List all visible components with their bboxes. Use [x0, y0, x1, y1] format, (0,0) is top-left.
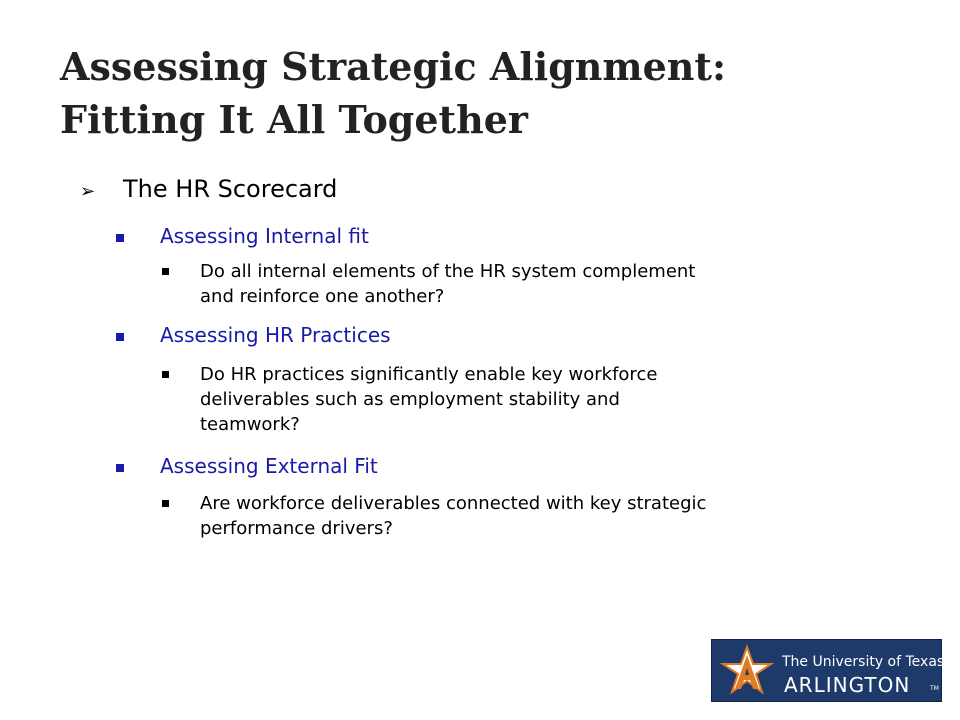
subbullet-internal-fit: Assessing Internal fit	[160, 224, 369, 248]
slide-title-line-2: Fitting It All Together	[60, 97, 528, 142]
subbullet-hr-practices: Assessing HR Practices	[160, 323, 391, 347]
detail-external-fit: Are workforce deliverables connected with key strategic performance drivers?	[200, 493, 707, 539]
slide-title-line-1: Assessing Strategic Alignment:	[60, 44, 726, 89]
square-bullet-icon	[116, 464, 124, 472]
arrow-bullet-icon: ➢	[80, 181, 96, 202]
uta-logo-line2: ARLINGTON	[784, 673, 911, 697]
uta-star-a-icon	[716, 643, 778, 699]
square-bullet-icon	[116, 333, 124, 341]
detail-hr-practices: Do HR practices significantly enable key workforce deliverables such as employment stability and teamwork?	[200, 364, 658, 435]
uta-logo-line1: The University of Texas	[782, 654, 945, 670]
bullet-hr-scorecard: The HR Scorecard	[123, 175, 338, 203]
small-square-bullet-icon	[162, 268, 169, 275]
uta-logo-tm: TM	[930, 685, 939, 692]
square-bullet-icon	[116, 234, 124, 242]
subbullet-external-fit: Assessing External Fit	[160, 454, 378, 478]
small-square-bullet-icon	[162, 500, 169, 507]
uta-logo	[711, 639, 945, 702]
detail-internal-fit: Do all internal elements of the HR system complement and reinforce one another?	[200, 261, 696, 307]
small-square-bullet-icon	[162, 371, 169, 378]
